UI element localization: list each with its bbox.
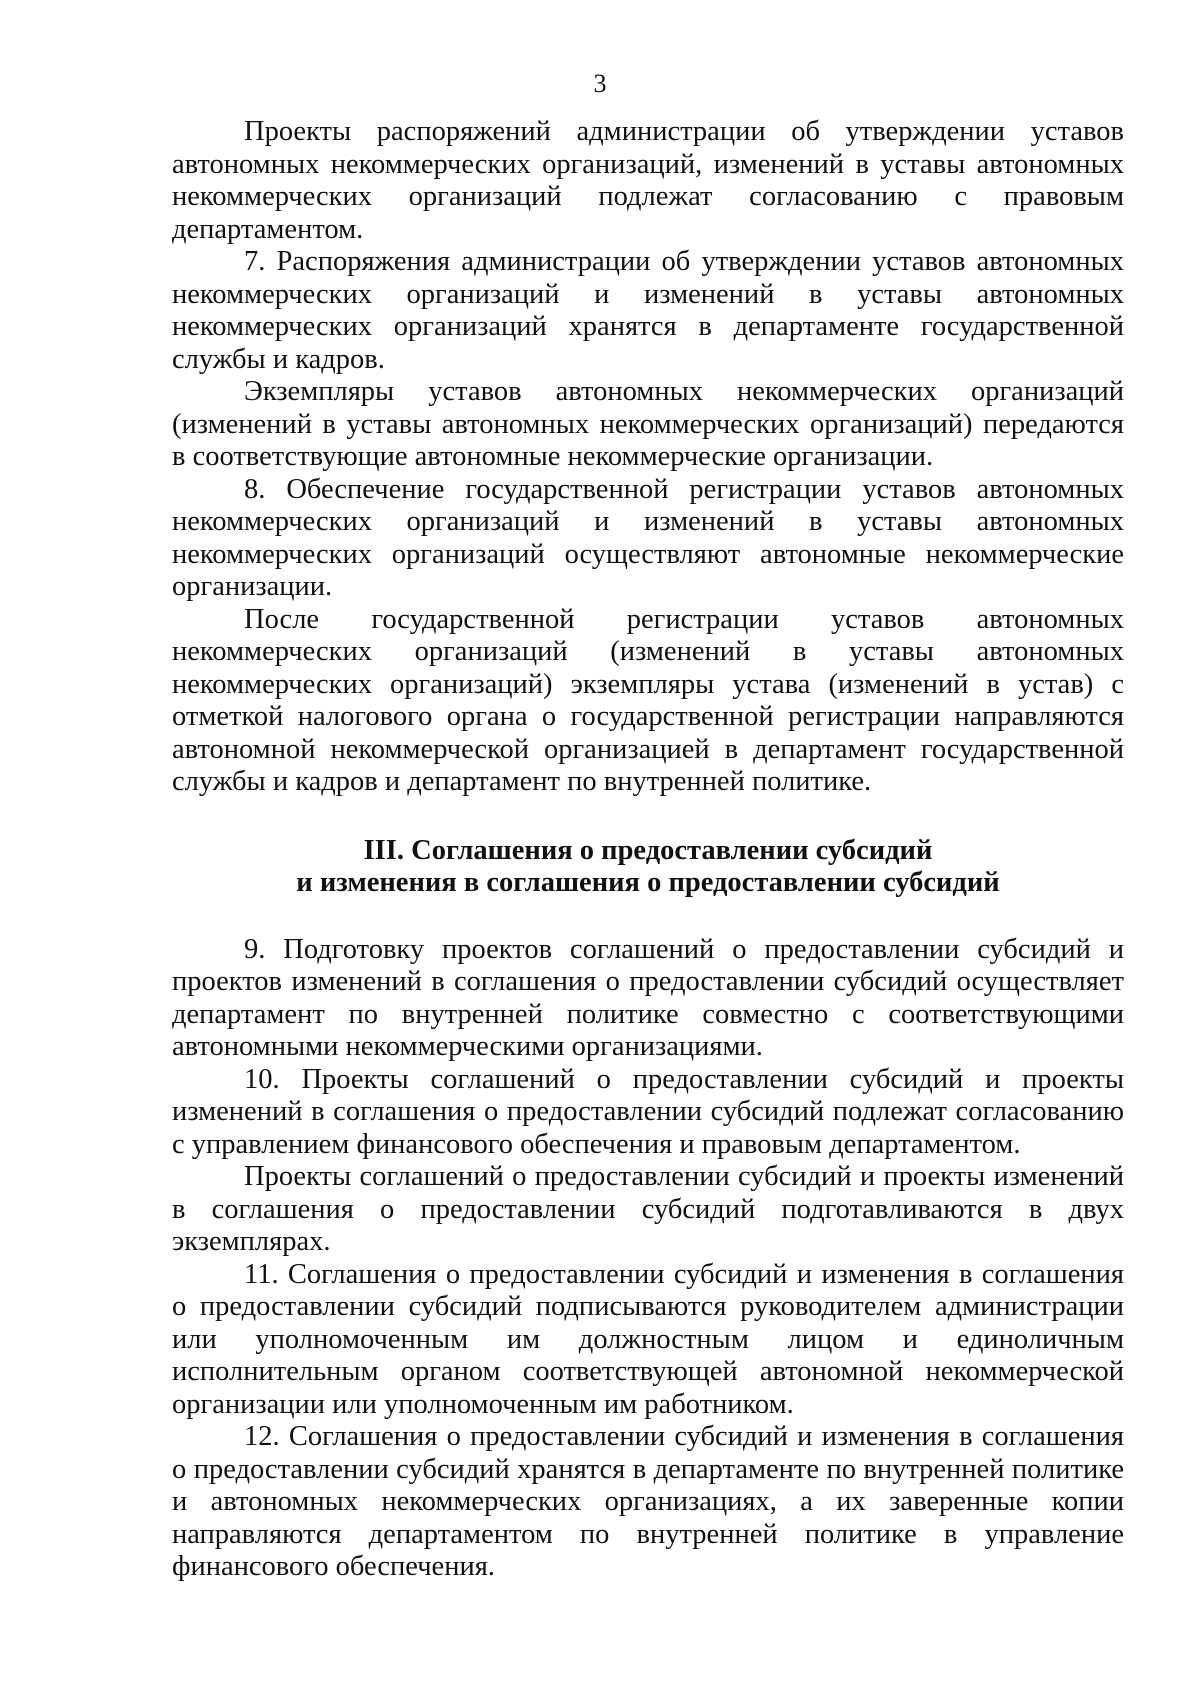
paragraph-two-copies: Проекты соглашений о предоставлении субсидий и проекты изменений в соглашения о предоставлении субсидий подготавливаются в двух экземплярах. (172, 1161, 1124, 1257)
paragraph-item-12: 12. Соглашения о предоставлении субсидий и изменения в соглашения о предоставлении субсидий хранятся в департаменте по внутренней политике и автономных некоммерческих организациях, а их заверенные копии направляются департаментом по внутренней политике в управление финансового обеспечения. (172, 1421, 1124, 1582)
paragraph-item-9: 9. Подготовку проектов соглашений о предоставлении субсидий и проектов изменений в соглашения о предоставлении субсидий осуществляет департамент по внутренней политике совместно с соответствующими автономными некоммерческими организациями. (172, 933, 1124, 1062)
section-heading-iii (172, 835, 1124, 900)
document-body (172, 116, 1124, 1584)
paragraph-item-7: 7. Распоряжения администрации об утверждении уставов автономных некоммерческих организаций и изменений в уставы автономных некоммерческих организаций хранятся в департаменте государственной службы и кадров. (172, 246, 1124, 375)
section-heading-line-1: III. Соглашения о предоставлении субсидий (363, 834, 933, 866)
paragraph-after-registration: После государственной регистрации уставов автономных некоммерческих организаций (изменений в уставы автономных некоммерческих организаций) экземпляры устава (изменений в устав) с отметкой налогового органа о государственной регистрации направляются автономной некоммерческой организацией в департамент государственной службы и кадров и департамент по внутренней политике. (172, 603, 1124, 797)
paragraph-item-11: 11. Соглашения о предоставлении субсидий и изменения в соглашения о предоставлении субсидий подписываются руководителем администрации или уполномоченным им должностным лицом и единоличным исполнительным органом соответствующей автономной некоммерческой организации или уполномоченным им работником. (172, 1258, 1124, 1420)
section-heading-line-2: и изменения в соглашения о предоставлении субсидий (296, 867, 1000, 898)
paragraph-item-10: 10. Проекты соглашений о предоставлении субсидий и проекты изменений в соглашения о предоставлении субсидий подлежат согласованию с управлением финансового обеспечения и правовым департаментом. (172, 1063, 1124, 1160)
paragraph-charter-copies: Экземпляры уставов автономных некоммерческих организаций (изменений в уставы автономных некоммерческих организаций) передаются в соответствующие автономные некоммерческие организации. (172, 376, 1124, 472)
paragraph-item-8: 8. Обеспечение государственной регистрации уставов автономных некоммерческих организаций и изменений в уставы автономных некоммерческих организаций осуществляют автономные некоммерческие организации. (172, 473, 1124, 602)
page-number: 3 (593, 69, 607, 98)
paragraph-approval-of-charters: Проекты распоряжений администрации об утверждении уставов автономных некоммерческих организаций, изменений в уставы автономных некоммерческих организаций подлежат согласованию с правовым департаментом. (172, 116, 1124, 245)
